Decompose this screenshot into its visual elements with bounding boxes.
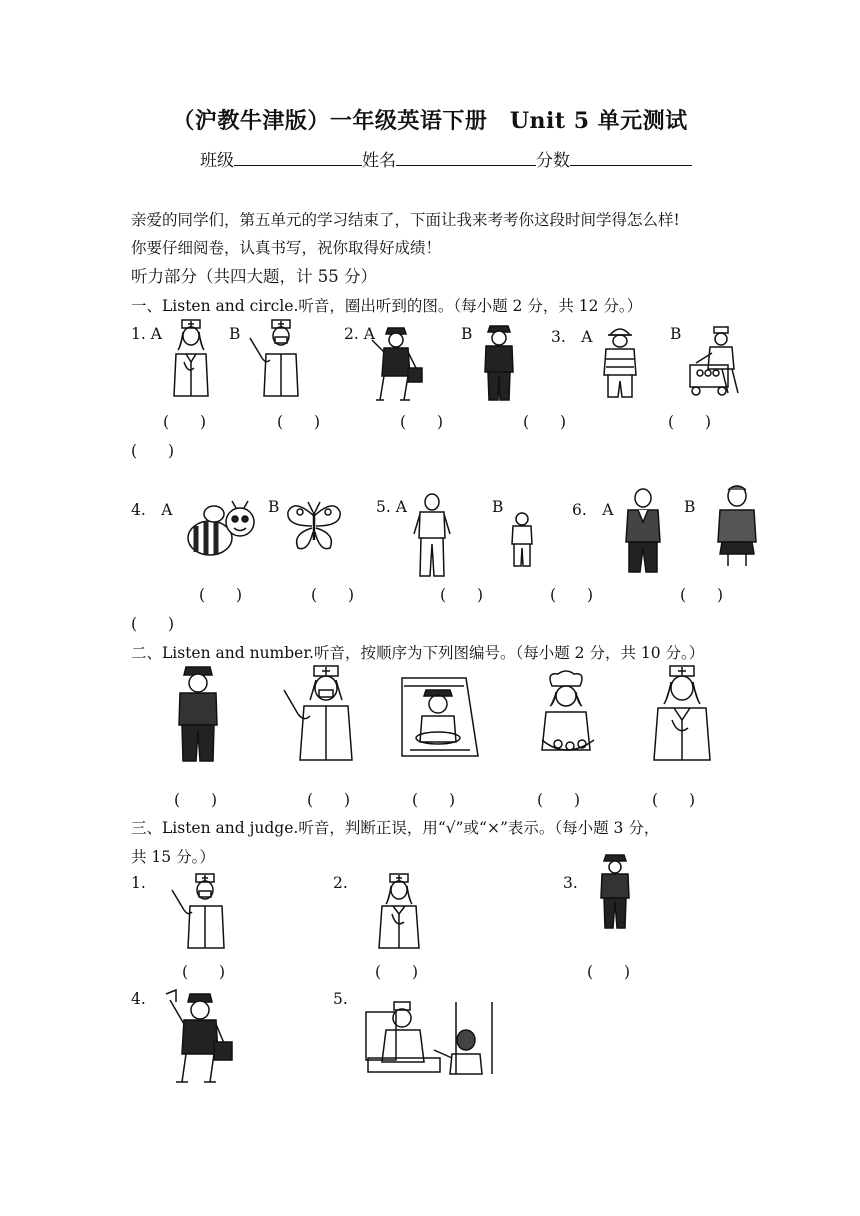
s1-q6-b-label: B — [684, 498, 696, 516]
section2-title: 二、Listen and number.听音，按顺序为下列图编号。（每小题 2 分，共 10 分。） — [131, 644, 705, 662]
s2-answer-2[interactable]: ( ) — [307, 791, 351, 809]
short-boy-figure-q5b[interactable] — [508, 512, 536, 568]
s1-q1-label: 1. A — [131, 325, 162, 343]
name-label: 姓名 — [362, 151, 396, 171]
s3-q2-label: 2. — [333, 874, 348, 892]
s1-answer-q6a[interactable]: ( ) — [680, 586, 724, 604]
s1-answer-q2a[interactable]: ( ) — [400, 413, 444, 431]
bee-figure-q4a[interactable] — [184, 500, 258, 560]
nurse-syringe-figure-s3-1[interactable] — [166, 872, 232, 950]
intro-line-1: 亲爱的同学们，第五单元的学习结束了，下面让我来考考你这段时间学得怎么样! — [131, 211, 680, 229]
s1-q5-b-label: B — [492, 498, 504, 516]
class-blank[interactable] — [234, 149, 362, 166]
nurse-figure-s2-5[interactable] — [652, 664, 712, 762]
s1-answer-q4b[interactable]: ( ) — [311, 586, 355, 604]
intro-line-2: 你要仔细阅卷，认真书写，祝你取得好成绩！ — [131, 239, 442, 257]
postman-figure-s3-4[interactable] — [164, 986, 236, 1086]
s3-answer-3[interactable]: ( ) — [587, 963, 631, 981]
old-man-figure-q6a[interactable] — [620, 486, 666, 574]
postman-figure-q2a[interactable] — [366, 322, 426, 402]
s1-answer-q5b[interactable]: ( ) — [550, 586, 594, 604]
nurse-figure-q1a[interactable] — [166, 318, 216, 398]
policeman-figure-q2b[interactable] — [480, 322, 518, 402]
s1-q4-b-label: B — [268, 498, 280, 516]
tall-man-figure-q5a[interactable] — [412, 492, 452, 578]
cook-figure-s2-4[interactable] — [528, 670, 604, 762]
s2-answer-1[interactable]: ( ) — [174, 791, 218, 809]
nurse-syringe-figure-q1b[interactable] — [244, 318, 306, 398]
old-woman-figure-q6b[interactable] — [712, 484, 762, 568]
page-title: （沪教牛津版）一年级英语下册 Unit 5 单元测试 — [172, 108, 688, 134]
policeman-figure-s2-1[interactable] — [176, 663, 220, 763]
class-label: 班级 — [200, 151, 234, 171]
s1-answer-q4a[interactable]: ( ) — [199, 586, 243, 604]
listening-title: 听力部分（共四大题，计 55 分） — [131, 267, 377, 286]
s1-q3-b-label: B — [670, 325, 682, 343]
s2-answer-5[interactable]: ( ) — [652, 791, 696, 809]
nurse-syringe-figure-s2-2[interactable] — [276, 664, 360, 762]
section3-title-line2: 共 15 分。） — [131, 848, 215, 866]
s3-q4-label: 4. — [131, 990, 146, 1008]
score-blank[interactable] — [570, 149, 692, 166]
name-blank[interactable] — [396, 149, 536, 166]
score-label: 分数 — [536, 151, 570, 171]
s1-q3-label: 3. A — [551, 328, 593, 346]
student-info-fields — [200, 146, 692, 171]
s3-q5-label: 5. — [333, 990, 348, 1008]
butterfly-figure-q4b[interactable] — [286, 498, 342, 554]
s1-answer-q6b[interactable]: ( ) — [131, 615, 175, 633]
s3-q1-label: 1. — [131, 874, 146, 892]
s1-q2-label: 2. A — [344, 325, 375, 343]
s1-answer-q3a[interactable]: ( ) — [668, 413, 712, 431]
s2-answer-3[interactable]: ( ) — [412, 791, 456, 809]
worker-cart-figure-q3b[interactable] — [688, 323, 754, 399]
s1-q5-label: 5. A — [376, 498, 407, 516]
s1-q2-b-label: B — [461, 325, 473, 343]
s3-answer-2[interactable]: ( ) — [375, 963, 419, 981]
s3-q3-label: 3. — [563, 874, 578, 892]
s1-answer-q3b[interactable]: ( ) — [131, 442, 175, 460]
s1-answer-q2b[interactable]: ( ) — [523, 413, 567, 431]
s1-q6-label: 6. A — [572, 501, 614, 519]
s1-answer-q1b[interactable]: ( ) — [277, 413, 321, 431]
s1-q1-b-label: B — [229, 325, 241, 343]
s3-answer-1[interactable]: ( ) — [182, 963, 226, 981]
s1-answer-q1a[interactable]: ( ) — [163, 413, 207, 431]
doctor-patient-figure-s3-5[interactable] — [364, 1000, 496, 1076]
policeman-figure-s3-3[interactable] — [598, 852, 632, 930]
section1-title: 一、Listen and circle.听音，圈出听到的图。（每小题 2 分，共 12 分。） — [131, 297, 643, 315]
section3-title-line1: 三、Listen and judge.听音，判断正误，用“√”或“×”表示。（每小题 3 分， — [131, 819, 660, 837]
s1-q4-label: 4. A — [131, 501, 173, 519]
s2-answer-4[interactable]: ( ) — [537, 791, 581, 809]
nurse-figure-s3-2[interactable] — [376, 872, 422, 950]
fireman-figure-q3a[interactable] — [600, 323, 640, 399]
driver-figure-s2-3[interactable] — [400, 676, 480, 758]
s1-answer-q5a[interactable]: ( ) — [440, 586, 484, 604]
